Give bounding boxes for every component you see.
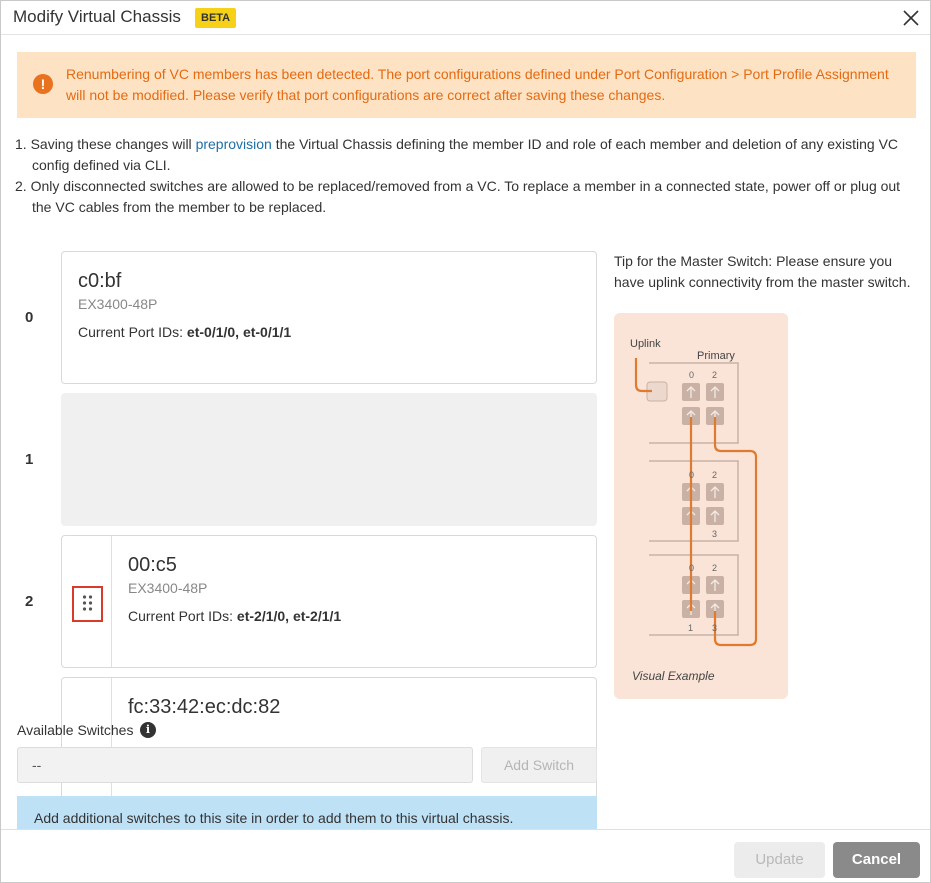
ports-label: Current Port IDs: (128, 608, 237, 624)
alert-text: Renumbering of VC members has been detected. The port configurations defined under Port Configuration > Port Profile Assignment will not be modified. Please verify that port configurations are correct after saving these changes. (66, 66, 889, 103)
member-row-1 (17, 393, 601, 526)
member-index: 1 (25, 451, 34, 468)
member-ports (78, 324, 291, 340)
svg-text:3: 3 (712, 623, 718, 633)
member-mac: fc:33:42:ec:dc:82 (128, 696, 281, 718)
add-switch-button: Add Switch (481, 747, 597, 783)
note-1-prefix: 1. Saving these changes will (15, 136, 196, 152)
dialog-title: Modify Virtual Chassis (13, 7, 181, 26)
ports-value: et-2/1/0, et-2/1/1 (236, 608, 342, 624)
svg-text:0: 0 (689, 470, 695, 480)
visual-example-caption: Visual Example (632, 669, 715, 683)
member-row-3 (17, 677, 601, 810)
ports-label: Current Port IDs: (78, 324, 187, 340)
svg-text:2: 2 (712, 563, 718, 573)
member-model: EX3400-48P (78, 296, 158, 312)
preprovision-link[interactable]: preprovision (195, 136, 272, 152)
note-1 (15, 134, 920, 176)
close-icon[interactable] (900, 7, 922, 29)
member-index: 0 (25, 309, 34, 326)
member-index: 2 (25, 593, 34, 610)
empty-member-slot[interactable] (61, 393, 597, 526)
member-card[interactable] (61, 677, 597, 810)
add-switches-hint: Add additional switches to this site in order to add them to this virtual chassis. (17, 796, 597, 836)
visual-example-diagram (614, 313, 788, 699)
handle-column (62, 536, 112, 667)
vc-cabling-diagram (614, 313, 788, 699)
members-scroll-area[interactable] (17, 233, 601, 718)
note-1-suffix: the Virtual Chassis defining the member ID and role of each member and deletion of any existing VC config defined via CLI. (32, 136, 899, 173)
info-icon[interactable]: i (140, 722, 156, 738)
available-switches-select[interactable]: -- (17, 747, 473, 783)
svg-text:Uplink: Uplink (630, 338, 661, 350)
svg-text:0: 0 (689, 563, 695, 573)
member-card[interactable] (61, 535, 597, 668)
member-ports (128, 608, 341, 624)
svg-text:2: 2 (712, 370, 718, 380)
handle-column (62, 678, 112, 809)
svg-text:2: 2 (712, 470, 718, 480)
svg-text:3: 3 (712, 529, 718, 539)
svg-text:Primary: Primary (697, 350, 735, 362)
available-switches-label: Available Switches (17, 722, 134, 738)
member-mac: c0:bf (78, 270, 122, 292)
update-button: Update (734, 842, 825, 878)
notes-list (15, 134, 920, 218)
dialog-footer (1, 829, 930, 882)
svg-text:0: 0 (689, 370, 695, 380)
member-card[interactable] (61, 251, 597, 384)
ports-value: et-0/1/0, et-0/1/1 (186, 324, 292, 340)
dialog-header (1, 1, 930, 35)
note-2: 2. Only disconnected switches are allowed to be replaced/removed from a VC. To replace a member in a connected state, power off or plug out the VC cables from the member to be replaced. (15, 178, 901, 215)
cancel-button[interactable]: Cancel (833, 842, 920, 878)
master-switch-tip: Tip for the Master Switch: Please ensure you have uplink connectivity from the master switch. (614, 253, 911, 290)
member-row-0 (17, 251, 601, 384)
drag-handle-icon[interactable] (72, 586, 103, 622)
svg-text:1: 1 (688, 623, 694, 633)
renumbering-warning-alert (17, 52, 916, 118)
member-model: EX3400-48P (128, 580, 208, 596)
beta-badge: BETA (195, 8, 236, 28)
exclamation-icon: ! (33, 74, 53, 94)
member-mac: 00:c5 (128, 554, 177, 576)
member-row-2 (17, 535, 601, 668)
